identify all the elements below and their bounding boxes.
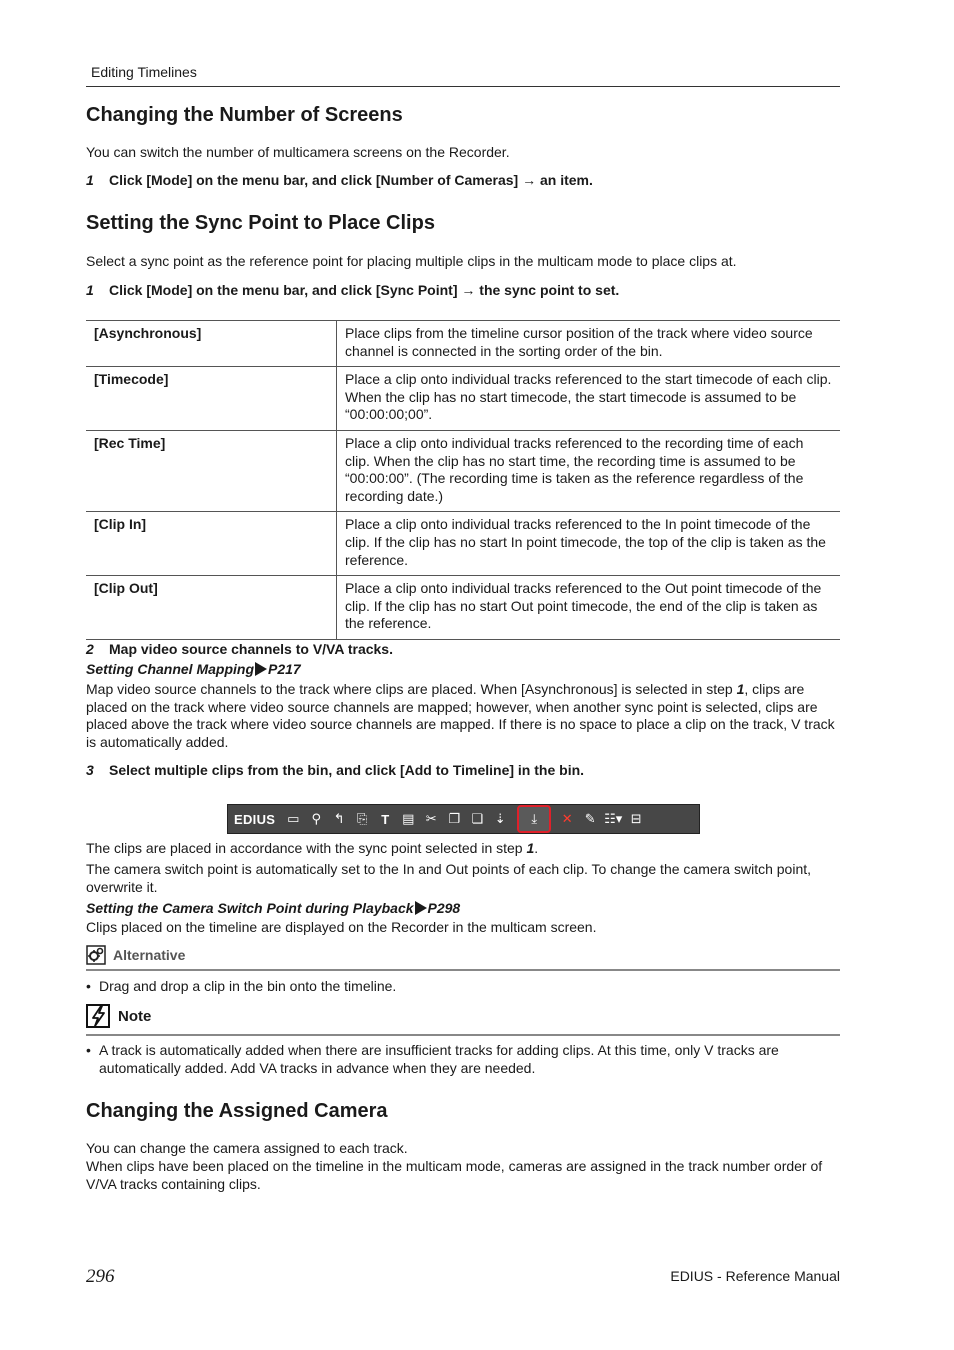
- assigned-para-2: When clips have been placed on the timeline in the multicam mode, cameras are assigned in the track number order of V/VA tracks containing clips.: [86, 1158, 823, 1192]
- screens-intro: You can switch the number of multicamera screens on the Recorder.: [86, 144, 510, 160]
- text-run: .: [534, 840, 539, 856]
- step-text: Map video source channels to V/VA tracks.: [109, 641, 393, 657]
- table-key: [Clip Out]: [86, 576, 337, 640]
- screens-step-1: [86, 172, 593, 188]
- assigned-para-1: You can change the camera assigned to each track.: [86, 1140, 408, 1156]
- table-desc: Place clips from the timeline cursor position of the track where video source channel is connected in the sorting order of the bin.: [337, 321, 841, 367]
- paste-icon[interactable]: ❏: [471, 811, 484, 826]
- view-icon[interactable]: ☷▾: [604, 811, 623, 826]
- step-ref: 1: [736, 681, 745, 697]
- step-number: 2: [86, 641, 94, 657]
- table-row: [86, 367, 840, 431]
- arrow-right-icon: [415, 901, 427, 915]
- search-icon[interactable]: ⚲: [311, 811, 321, 826]
- bullet-dot: •: [86, 1042, 91, 1058]
- table-row: [86, 321, 840, 367]
- sync-step-1: [86, 282, 619, 298]
- table-key: [Asynchronous]: [86, 321, 337, 367]
- text-run: Map video source channels to the track where clips are placed. When [Asynchronous] is selected in step: [86, 681, 737, 697]
- table-row: [86, 576, 840, 640]
- section-title-assigned: Changing the Assigned Camera: [86, 1100, 388, 1122]
- xref-page[interactable]: P217: [268, 661, 301, 677]
- section-title-sync: Setting the Sync Point to Place Clips: [86, 212, 435, 234]
- xref-camera-switch[interactable]: [86, 900, 460, 916]
- alternative-label: Alternative: [113, 947, 186, 963]
- step-text: Click [Mode] on the menu bar, and click [Sync Point] → the sync point to set.: [109, 282, 620, 298]
- sync-point-table: [86, 320, 840, 640]
- sync-intro: Select a sync point as the reference point for placing multiple clips in the multicam mode to place clips at.: [86, 253, 737, 269]
- bullet-text: A track is automatically added when there are insufficient tracks for adding clips. At this time, only V tracks are automatically added. Add VA tracks in advance when they are needed.: [99, 1042, 779, 1076]
- note-heading: [86, 1004, 151, 1028]
- step-number: 1: [86, 282, 94, 298]
- xref-channel-mapping[interactable]: [86, 661, 301, 677]
- note-rule: [86, 1034, 840, 1036]
- alternative-rule: [86, 969, 840, 971]
- step-number: 1: [86, 172, 94, 188]
- map-paragraph: [86, 681, 840, 751]
- edius-logo: EDIUS: [234, 811, 276, 827]
- toolbox-icon[interactable]: ⊟: [630, 811, 642, 826]
- insert-icon[interactable]: ⇣: [494, 811, 506, 826]
- up-icon[interactable]: ↰: [333, 811, 345, 826]
- table-row: [86, 512, 840, 576]
- cut-icon[interactable]: ✂: [425, 811, 437, 826]
- xref-text[interactable]: Setting the Camera Switch Point during Playback: [86, 900, 414, 916]
- xref-page[interactable]: P298: [427, 900, 461, 916]
- sync-step-2: [86, 641, 393, 657]
- table-desc: Place a clip onto individual tracks referenced to the recording time of each clip. When the clip has no start time, the recording time is assumed to be “00:00:00”. (The recording time is taken as the reference regardless of the recording date.): [337, 430, 841, 511]
- table-key: [Rec Time]: [86, 430, 337, 511]
- copy-icon[interactable]: ❐: [448, 811, 461, 826]
- step-text: Click [Mode] on the menu bar, and click [Number of Cameras] → an item.: [109, 172, 593, 188]
- arrow-right-icon: [255, 662, 267, 676]
- note-bullet: [86, 1042, 840, 1077]
- note-label: Note: [118, 1007, 152, 1025]
- import-icon[interactable]: ⎘: [357, 811, 368, 826]
- table-desc: Place a clip onto individual tracks referenced to the Out point timecode of the clip. If the clip has no start Out point timecode, the end of the clip is taken as the reference.: [337, 576, 841, 640]
- note-icon: [86, 1004, 110, 1028]
- step-number: 3: [86, 762, 94, 778]
- folder-icon[interactable]: ▭: [287, 811, 300, 826]
- step-ref: 1: [526, 840, 535, 856]
- bullet-text: Drag and drop a clip in the bin onto the timeline.: [99, 978, 397, 994]
- switch-paragraph: The camera switch point is automatically set to the In and Out points of each clip. To change the camera switch point, overwrite it.: [86, 861, 812, 895]
- alternative-heading: [86, 945, 185, 965]
- table-desc: Place a clip onto individual tracks referenced to the In point timecode of the clip. If the clip has no start In point timecode, the top of the clip is taken as the reference.: [337, 512, 841, 576]
- sync-step-3: [86, 762, 584, 778]
- header-rule: [86, 86, 840, 87]
- sequence-icon[interactable]: ▤: [402, 811, 415, 826]
- table-key: [Clip In]: [86, 512, 337, 576]
- gears-icon: [86, 945, 106, 965]
- recorder-paragraph: Clips placed on the timeline are displayed on the Recorder in the multicam screen.: [86, 919, 597, 935]
- step-text: Select multiple clips from the bin, and click [Add to Timeline] in the bin.: [109, 762, 585, 778]
- section-title-screens: Changing the Number of Screens: [86, 104, 403, 126]
- table-key: [Timecode]: [86, 367, 337, 431]
- bullet-dot: •: [86, 978, 91, 994]
- table-desc: Place a clip onto individual tracks referenced to the start timecode of each clip. When the clip has no start timecode, the start timecode is assumed to be “00:00:00;00”.: [337, 367, 841, 431]
- xref-text[interactable]: Setting Channel Mapping: [86, 661, 254, 677]
- alternative-bullet: [86, 978, 840, 996]
- properties-icon[interactable]: ✎: [584, 811, 596, 826]
- text-run: , clips are placed on the track where video source channels are mapped; however, when another sync point is selected, clips are placed above the track where video source channels are mapped. If there is no space to place a clip on the track, V track is automatically added.: [86, 681, 835, 750]
- footer-manual-title: EDIUS - Reference Manual: [670, 1268, 840, 1284]
- bin-toolbar: [227, 804, 700, 834]
- text-run: The clips are placed in accordance with the sync point selected in step: [86, 840, 527, 856]
- title-icon[interactable]: T: [381, 811, 390, 827]
- table-row: [86, 430, 840, 511]
- running-head: Editing Timelines: [91, 64, 197, 80]
- placed-paragraph: [86, 840, 840, 858]
- delete-icon[interactable]: ✕: [561, 811, 573, 826]
- add-to-timeline-icon[interactable]: ⤓: [517, 805, 551, 833]
- page-number: 296: [86, 1266, 115, 1287]
